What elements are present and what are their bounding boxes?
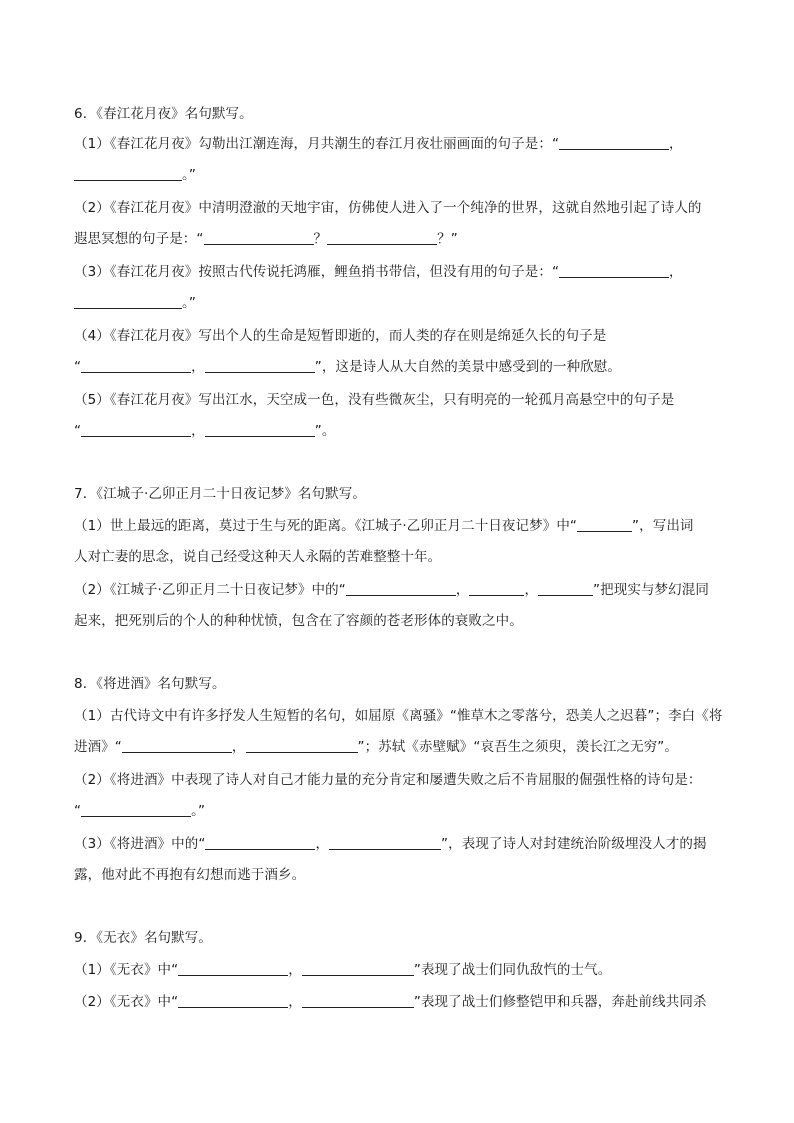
- q7-title: 7．《江城子·乙卯正月二十日夜记梦》名句默写。: [74, 486, 366, 502]
- q7-p2-end: ”把现实与梦幻混同: [593, 582, 709, 598]
- q6-p5-blank-1[interactable]: [81, 422, 191, 437]
- q7-p1-line2: 人对亡妻的思念，说自己经受这种天人永隔的苦难整整十年。: [74, 549, 442, 565]
- q9-p2-line1: [74, 992, 707, 1012]
- q6-p2-line1: （2）《春江花月夜》中清明澄澈的天地宇宙，仿佛使人进入了一个纯净的世界，这就自然地引起了诗人的: [74, 200, 702, 216]
- q8-p1-blank-2[interactable]: [246, 738, 358, 753]
- q8-p2-end: 。”: [191, 803, 206, 819]
- q6-p1-line1: [74, 134, 683, 154]
- q7-p1-end: ”，写出词: [632, 518, 694, 534]
- q6-p2-blank-1[interactable]: [204, 230, 314, 245]
- q7-p2-blank-1[interactable]: [346, 581, 456, 596]
- q6-p5-line1: （5）《春江花月夜》写出江水，天空成一色，没有些微灰尘，只有明亮的一轮孤月高悬空中的句子是: [74, 392, 675, 408]
- q8-p2-line1: （2）《将进酒》中表现了诗人对自己才能力量的充分肯定和屡遭失败之后不肯屈服的倔强性格的诗句是：: [74, 772, 702, 788]
- q6-p2-blank-2[interactable]: [327, 230, 437, 245]
- q6-p4-end: ”，这是诗人从大自然的美景中感受到的一种欣慰。: [314, 359, 622, 375]
- q6-title: 6．《春江花月夜》名句默写。: [74, 106, 253, 122]
- q8-p3-line2: 露，他对此不再抱有幻想而逃于酒乡。: [74, 867, 306, 883]
- q8-p1-end: ”；苏轼《赤壁赋》“哀吾生之须臾，羡长江之无穷”。: [357, 739, 678, 755]
- q8-p3-sep: ，: [315, 836, 330, 852]
- q8-title: 8．《将进酒》名句默写。: [74, 676, 226, 692]
- q6-p3-sep: ，: [669, 264, 683, 280]
- q6-p5-end: ”。: [314, 423, 336, 439]
- q6-p4-sep: ，: [191, 359, 205, 375]
- q8-p1-blank-1[interactable]: [122, 738, 232, 753]
- q6-p4-blank-1[interactable]: [81, 358, 191, 373]
- q6-p5-blank-2[interactable]: [205, 422, 315, 437]
- q8-p1-sep: ，: [231, 739, 246, 755]
- q6-p1-end: 。”: [182, 167, 196, 183]
- q6-p2-line2: [74, 229, 458, 249]
- q9-p1-blank-1[interactable]: [178, 961, 288, 976]
- q8-p3-end: ”，表现了诗人对封建统治阶级埋没人才的揭: [441, 836, 707, 852]
- q8-p1-line2-pre: 进酒》“: [74, 739, 122, 755]
- q7-p2-line1: [74, 580, 709, 600]
- q8-p2-open: “: [74, 803, 82, 819]
- q6-p4-open: “: [74, 359, 82, 375]
- q6-p3-line2: [74, 293, 196, 313]
- q7-p2-sep2: ，: [524, 582, 539, 598]
- q6-p1-blank-2[interactable]: [74, 166, 182, 181]
- q8-p3-blank-2[interactable]: [329, 835, 441, 850]
- q7-p2-sep1: ，: [455, 582, 470, 598]
- q6-p2-sep: ？: [313, 231, 328, 247]
- q7-p2-blank-3[interactable]: [538, 581, 593, 596]
- q7-p2-pre: （2）《江城子·乙卯正月二十日夜记梦》中的“: [74, 582, 346, 598]
- q6-p5-open: “: [74, 423, 82, 439]
- q9-p2-blank-1[interactable]: [178, 993, 288, 1008]
- q6-p2-line2-pre: 遐思冥想的句子是：“: [74, 231, 204, 247]
- q6-p4-blank-2[interactable]: [205, 358, 315, 373]
- q7-p2-blank-2[interactable]: [469, 581, 524, 596]
- q6-p1-pre: （1）《春江花月夜》勾勒出江潮连海，月共潮生的春江月夜壮丽画面的句子是：“: [74, 136, 560, 152]
- q9-p1-blank-2[interactable]: [302, 961, 414, 976]
- q6-p3-pre: （3）《春江花月夜》按照古代传说托鸿雁，鲤鱼捎书带信，但没有用的句子是：“: [74, 264, 560, 280]
- q7-p1-pre: （1）世上最远的距离，莫过于生与死的距离。《江城子·乙卯正月二十日夜记梦》中“: [74, 518, 578, 534]
- q8-p3-line1: [74, 834, 707, 854]
- q6-p3-line1: [74, 262, 683, 282]
- q9-p2-sep: ，: [288, 994, 302, 1010]
- q8-p2-line2: [74, 801, 205, 821]
- q9-p2-pre: （2）《无衣》中“: [74, 994, 179, 1010]
- q6-p3-blank-1[interactable]: [559, 263, 669, 278]
- q8-p1-line2: [74, 737, 678, 757]
- q6-p2-end: ？”: [437, 231, 458, 247]
- q9-title: 9．《无衣》名句默写。: [74, 930, 212, 946]
- q6-p5-sep: ，: [191, 423, 205, 439]
- q9-p1-line1: [74, 960, 611, 980]
- q9-p2-blank-2[interactable]: [302, 993, 414, 1008]
- q9-p1-sep: ，: [288, 962, 302, 978]
- q7-p1-blank-1[interactable]: [577, 517, 632, 532]
- q8-p3-blank-1[interactable]: [205, 835, 315, 850]
- q8-p3-pre: （3）《将进酒》中的“: [74, 836, 206, 852]
- q8-p1-line1: （1）古代诗文中有许多抒发人生短暂的名句，如屈原《离骚》“惟草木之零落兮，恐美人之迟暮”；李白《将: [74, 708, 723, 724]
- q6-p4-line1: （4）《春江花月夜》写出个人的生命是短暂即逝的，而人类的存在则是绵延久长的句子是: [74, 328, 607, 344]
- q6-p5-line2: [74, 421, 335, 441]
- q6-p3-end: 。”: [182, 295, 196, 311]
- q7-p1-line1: [74, 516, 694, 536]
- q6-p1-line2: [74, 165, 196, 185]
- q7-p2-line2: 起来，把死别后的个人的种种忧愤，包含在了容颜的苍老形体的衰败之中。: [74, 613, 523, 629]
- q6-p4-line2: [74, 357, 621, 377]
- q6-p1-sep: ，: [669, 136, 683, 152]
- q8-p2-blank-1[interactable]: [81, 802, 191, 817]
- q6-p1-blank-1[interactable]: [559, 135, 669, 150]
- q9-p2-end: ”表现了战士们修整铠甲和兵器，奔赴前线共同杀: [413, 994, 707, 1010]
- q9-p1-end: ”表现了战士们同仇敌忾的士气。: [413, 962, 612, 978]
- q9-p1-pre: （1）《无衣》中“: [74, 962, 179, 978]
- q6-p3-blank-2[interactable]: [74, 294, 182, 309]
